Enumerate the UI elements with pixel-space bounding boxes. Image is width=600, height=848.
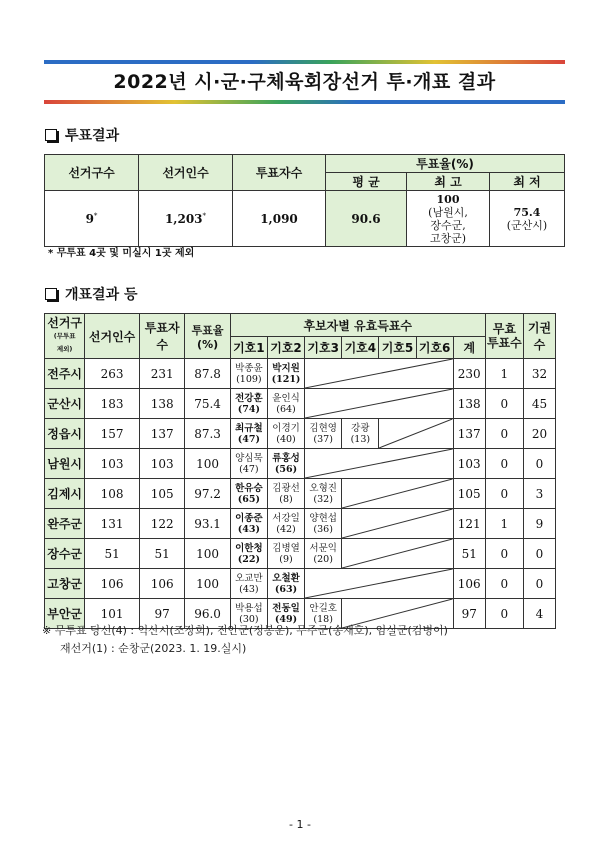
cell-voters: 101 (85, 599, 140, 629)
diagonal-line (305, 449, 453, 478)
th-invalid: 무효 투표수 (485, 314, 523, 359)
candidate-votes: (37) (313, 433, 333, 445)
cell-total: 97 (453, 599, 485, 629)
cell-candidate (230, 359, 267, 389)
candidate-votes: (8) (279, 493, 293, 505)
th-abstain: 기권수 (523, 314, 555, 359)
th-turnout2: 투표자수 (139, 314, 184, 359)
th-avg: 평 균 (326, 173, 407, 191)
cell-invalid: 0 (485, 539, 523, 569)
th-cand-6: 기호6 (416, 337, 453, 359)
candidate-votes: (22) (237, 553, 260, 565)
cell-candidate (342, 419, 379, 449)
cell-region: 군산시 (45, 389, 85, 419)
cell-total: 103 (453, 449, 485, 479)
candidate-votes: (42) (276, 523, 296, 535)
candidate-votes: (74) (237, 403, 260, 415)
cell-candidate (230, 449, 267, 479)
cell-rate: 100 (185, 449, 230, 479)
cell-total: 105 (453, 479, 485, 509)
cell-candidate (267, 449, 304, 479)
title-banner (44, 60, 565, 104)
footnote-exclusion: * 무투표 4곳 및 미실시 1곳 제외 (48, 248, 195, 259)
cell-candidate (267, 569, 304, 599)
cell-candidate (230, 389, 267, 419)
diagonal-line (305, 569, 453, 598)
cell-candidate (230, 419, 267, 449)
cell-empty-slash (305, 359, 454, 389)
cell-region: 부안군 (45, 599, 85, 629)
table-row (45, 509, 556, 539)
table-row (45, 539, 556, 569)
cell-total: 230 (453, 359, 485, 389)
cell-turnout: 106 (139, 569, 184, 599)
title-bottom-stripe (44, 100, 565, 104)
page-number: - 1 - (289, 818, 311, 831)
diagonal-line (342, 509, 452, 538)
cell-invalid: 1 (485, 509, 523, 539)
cell-empty-slash (342, 509, 453, 539)
diagonal-line (342, 539, 452, 568)
cell-candidate (230, 569, 267, 599)
cell-abstain: 0 (523, 569, 555, 599)
candidate-name: 박종윤 (235, 362, 263, 374)
candidate-name: 김현영 (309, 422, 337, 434)
diagonal-line (305, 359, 453, 388)
diagonal-line (342, 479, 452, 508)
table-row (45, 449, 556, 479)
cell-rate: 96.0 (185, 599, 230, 629)
candidate-name: 오철환 (272, 572, 300, 584)
cell-region: 장수군 (45, 539, 85, 569)
cell-rate: 75.4 (185, 389, 230, 419)
cell-turnout: 51 (139, 539, 184, 569)
candidate-votes: (65) (237, 493, 260, 505)
cell-invalid: 0 (485, 569, 523, 599)
footnote-uncontested (42, 622, 448, 658)
th-cand-group: 후보자별 유효득표수 (230, 314, 485, 337)
cell-invalid: 1 (485, 359, 523, 389)
candidate-name: 전강훈 (235, 392, 263, 404)
cell-turnout: 122 (139, 509, 184, 539)
th-voters: 선거인수 (139, 155, 233, 191)
candidate-votes: (43) (239, 583, 259, 595)
cell-candidate (230, 539, 267, 569)
cell-voters: 131 (85, 509, 140, 539)
cell-region: 고창군 (45, 569, 85, 599)
cell-empty-slash (342, 539, 453, 569)
cell-invalid: 0 (485, 479, 523, 509)
candidate-votes: (56) (274, 463, 298, 475)
cell-turnout: 138 (139, 389, 184, 419)
th-cand-5: 기호5 (379, 337, 416, 359)
candidate-name: 양현섭 (309, 512, 337, 524)
cell-rate: 100 (185, 569, 230, 599)
candidate-votes: (13) (350, 433, 371, 445)
cell-districts: 9* (45, 191, 139, 247)
candidate-name: 오형진 (309, 482, 337, 494)
cell-rate: 93.1 (185, 509, 230, 539)
candidate-votes: (32) (313, 493, 333, 505)
candidate-votes: (109) (236, 373, 262, 385)
candidate-votes: (47) (237, 433, 260, 445)
note-line-2: 재선거(1) : 순창군(2023. 1. 19.실시) (60, 642, 247, 655)
candidate-name: 이경기 (272, 422, 300, 434)
candidate-name: 이한청 (235, 542, 263, 554)
candidate-name: 서강일 (272, 512, 300, 524)
cell-candidate (305, 509, 342, 539)
cell-candidate (230, 479, 267, 509)
cell-region: 전주시 (45, 359, 85, 389)
candidate-votes: (18) (313, 613, 333, 625)
candidate-name: 양심묵 (235, 452, 263, 464)
diagonal-line (379, 419, 452, 448)
section-heading-counting (45, 284, 138, 304)
cell-candidate (267, 419, 304, 449)
cell-voters: 263 (85, 359, 140, 389)
cell-region: 김제시 (45, 479, 85, 509)
cell-voters: 183 (85, 389, 140, 419)
section2-label: 개표결과 등 (65, 287, 138, 303)
th-district: 선거구 (무투표 제외) (45, 314, 85, 359)
cell-region: 남원시 (45, 449, 85, 479)
candidate-votes: (47) (239, 463, 259, 475)
cell-empty-slash (305, 389, 454, 419)
section1-label: 투표결과 (65, 128, 120, 144)
candidate-votes: (30) (239, 613, 259, 625)
cell-avg: 90.6 (326, 191, 407, 247)
cell-total: 138 (453, 389, 485, 419)
th-min: 최 저 (490, 173, 565, 191)
cell-voters: 157 (85, 419, 140, 449)
cell-rate: 100 (185, 539, 230, 569)
candidate-votes: (20) (313, 553, 333, 565)
cell-invalid: 0 (485, 389, 523, 419)
cell-region: 정읍시 (45, 419, 85, 449)
cell-abstain: 0 (523, 449, 555, 479)
candidate-votes: (36) (313, 523, 333, 535)
cell-candidate (267, 359, 304, 389)
candidate-votes: (43) (237, 523, 260, 535)
table-row (45, 419, 556, 449)
counting-result-table (44, 313, 556, 629)
cell-abstain: 3 (523, 479, 555, 509)
cell-abstain: 20 (523, 419, 555, 449)
cell-invalid: 0 (485, 419, 523, 449)
th-cand-4: 기호4 (342, 337, 379, 359)
cell-total: 106 (453, 569, 485, 599)
candidate-votes: (63) (274, 583, 298, 595)
cell-empty-slash (305, 449, 454, 479)
diagonal-line (305, 389, 453, 418)
cell-min: 75.4 (군산시) (490, 191, 565, 247)
cell-candidate (230, 509, 267, 539)
cell-turnout: 137 (139, 419, 184, 449)
cell-rate: 97.2 (185, 479, 230, 509)
candidate-votes: (121) (271, 373, 301, 385)
th-turnout: 투표자수 (233, 155, 326, 191)
checkbox-bullet-icon (45, 129, 57, 141)
candidate-name: 박용섭 (235, 602, 263, 614)
candidate-name: 오교만 (235, 572, 263, 584)
candidate-name: 김병열 (272, 542, 300, 554)
th-rate: 투표율(%) (326, 155, 565, 173)
candidate-name: 김광선 (272, 482, 300, 494)
candidate-name: 한유승 (235, 482, 263, 494)
cell-voters: 106 (85, 569, 140, 599)
cell-voters: 51 (85, 539, 140, 569)
table-row (45, 389, 556, 419)
cell-turnout: 105 (139, 479, 184, 509)
cell-candidate (267, 479, 304, 509)
candidate-name: 윤인식 (272, 392, 300, 404)
table-row (45, 569, 556, 599)
candidate-name: 박지원 (272, 362, 300, 374)
page-title: 2022년 시·군·구체육회장선거 투·개표 결과 (113, 71, 496, 93)
cell-empty-slash (379, 419, 453, 449)
cell-candidate (305, 479, 342, 509)
candidate-name: 안길호 (309, 602, 337, 614)
candidate-name: 서문익 (309, 542, 337, 554)
cell-abstain: 32 (523, 359, 555, 389)
cell-region: 완주군 (45, 509, 85, 539)
th-total: 계 (453, 337, 485, 359)
candidate-votes: (9) (279, 553, 293, 565)
cell-turnout: 231 (139, 359, 184, 389)
cell-total: 51 (453, 539, 485, 569)
cell-voters: 103 (85, 449, 140, 479)
cell-turnout: 1,090 (233, 191, 326, 247)
cell-rate: 87.3 (185, 419, 230, 449)
cell-candidate (305, 419, 342, 449)
cell-abstain: 9 (523, 509, 555, 539)
candidate-name: 류홍성 (272, 452, 300, 464)
checkbox-bullet-icon (45, 288, 57, 300)
note-line-1: ※ 무투표 당선(4) : 익산시(조장희), 진안군(정봉운), 무주군(송재호), 임실군(김병이) (42, 624, 448, 637)
th-max: 최 고 (407, 173, 490, 191)
cell-candidate (267, 389, 304, 419)
cell-voters: 108 (85, 479, 140, 509)
cell-invalid: 0 (485, 449, 523, 479)
table-row (45, 359, 556, 389)
cell-abstain: 4 (523, 599, 555, 629)
candidate-votes: (49) (274, 613, 298, 625)
cell-candidate (267, 539, 304, 569)
th-voters2: 선거인수 (85, 314, 140, 359)
cell-abstain: 45 (523, 389, 555, 419)
table-row (45, 479, 556, 509)
candidate-votes: (64) (276, 403, 296, 415)
th-districts: 선거구수 (45, 155, 139, 191)
cell-invalid: 0 (485, 599, 523, 629)
cell-total: 121 (453, 509, 485, 539)
candidate-name: 최규철 (235, 422, 263, 434)
cell-total: 137 (453, 419, 485, 449)
voting-summary-table (44, 154, 565, 247)
section-heading-voting (45, 125, 119, 145)
th-cand-1: 기호1 (230, 337, 267, 359)
cell-turnout: 103 (139, 449, 184, 479)
candidate-name: 강광 (351, 422, 370, 434)
cell-abstain: 0 (523, 539, 555, 569)
cell-candidate (305, 539, 342, 569)
cell-turnout: 97 (139, 599, 184, 629)
candidate-name: 전동일 (272, 602, 300, 614)
cell-voters: 1,203* (139, 191, 233, 247)
th-cand-2: 기호2 (267, 337, 304, 359)
th-cand-3: 기호3 (305, 337, 342, 359)
candidate-votes: (40) (276, 433, 296, 445)
cell-rate: 87.8 (185, 359, 230, 389)
cell-candidate (267, 509, 304, 539)
th-rate2: 투표율(%) (185, 314, 230, 359)
cell-empty-slash (342, 479, 453, 509)
cell-max: 100 (남원시, 장수군, 고창군) (407, 191, 490, 247)
candidate-name: 이종준 (235, 512, 263, 524)
cell-empty-slash (305, 569, 454, 599)
